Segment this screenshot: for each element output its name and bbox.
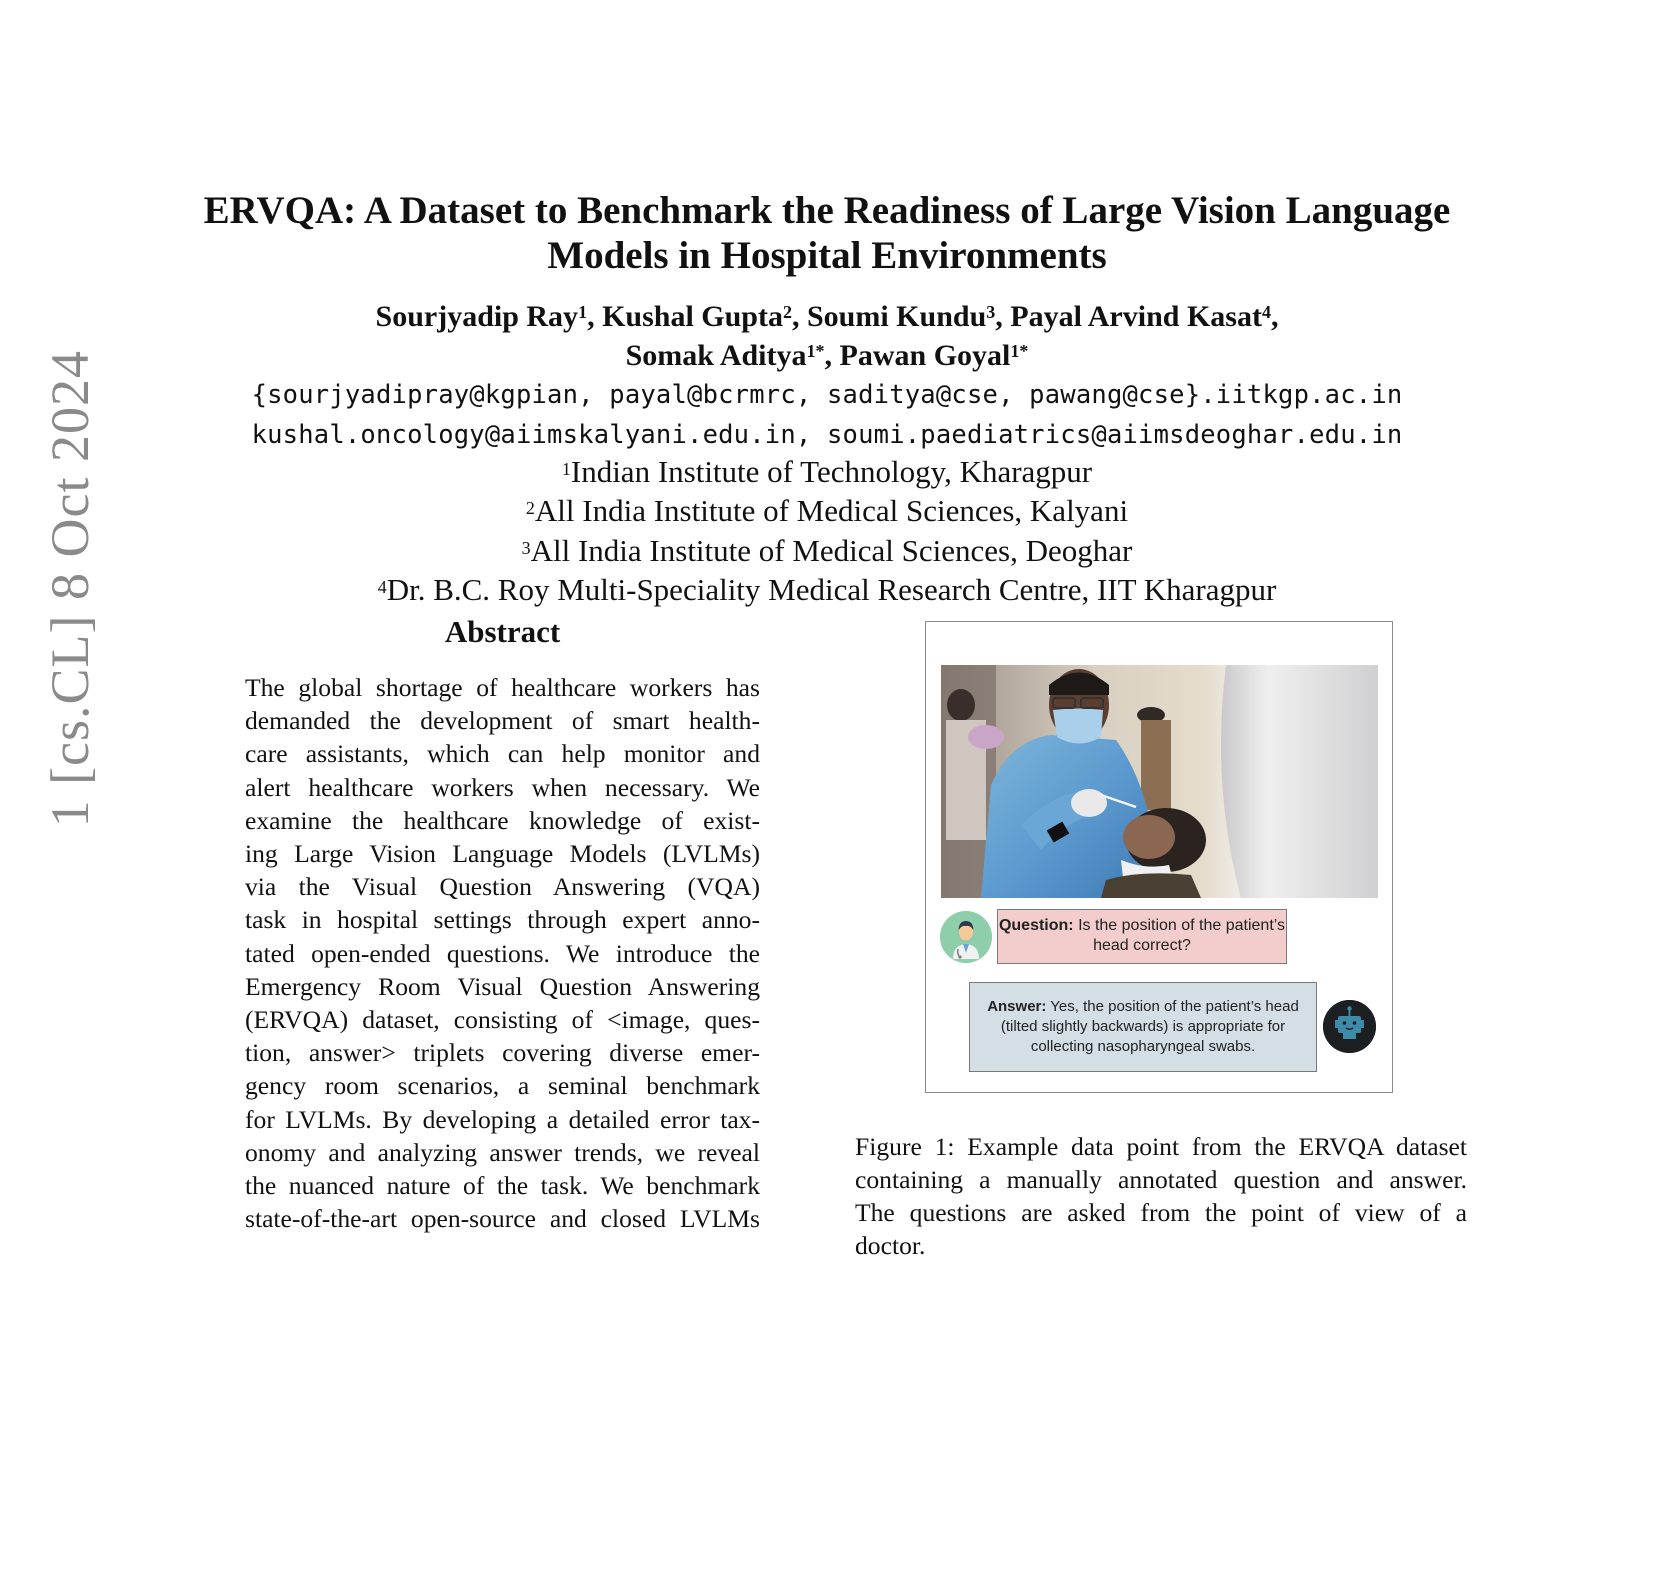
doctor-avatar-icon — [940, 911, 992, 963]
answer-text: Yes, the position of the patient’s head (tilted slightly backwards) is appropriate for collecting nasopharyngeal swabs. — [1000, 998, 1299, 1055]
author-affil-mark: 1 — [578, 302, 588, 322]
abstract-line: care assistants, which can help monitor and — [245, 739, 760, 769]
email-line: kushal.oncology@aiimskalyani.edu.in, soumi.paediatrics@aiimsdeoghar.edu.in — [251, 419, 1403, 450]
abstract-line: via the Visual Question Answering (VQA) — [245, 872, 760, 902]
affiliation-item — [0, 491, 1654, 530]
abstract-line: tion, answer> triplets covering diverse emer- — [245, 1038, 760, 1068]
caption-line: containing a manually annotated question and answer. — [855, 1165, 1467, 1194]
abstract-line: The global shortage of healthcare workers has — [245, 673, 760, 702]
author-affil-mark: 4 — [1261, 302, 1271, 322]
affil-name: All India Institute of Medical Sciences, Deoghar — [530, 532, 1133, 568]
caption-line: doctor. — [855, 1231, 926, 1260]
abstract-line: for LVLMs. By developing a detailed error tax- — [245, 1104, 760, 1134]
figure-photo-swab-test — [941, 665, 1378, 898]
title-line-1: ERVQA: A Dataset to Benchmark the Readiness of Large Vision Language — [203, 189, 1451, 232]
abstract-line: the nuanced nature of the task. We benchmark — [245, 1171, 760, 1201]
affiliation-item — [0, 570, 1654, 609]
affil-name: Indian Institute of Technology, Kharagpur — [570, 454, 1093, 489]
author-name: Sourjyadip Ray — [375, 300, 579, 333]
caption-line: Figure 1: Example data point from the ERVQA dataset — [855, 1132, 1467, 1161]
answer-bubble — [969, 982, 1317, 1072]
abstract-line: ing Large Vision Language Models (LVLMs) — [245, 839, 760, 869]
author-affil-mark: 3 — [986, 302, 996, 322]
abstract-line: gency room scenarios, a seminal benchmark — [245, 1071, 760, 1101]
abstract-line: onomy and analyzing answer trends, we reveal — [245, 1137, 760, 1167]
answer-label: Answer: — [987, 998, 1047, 1015]
photo-illustration — [941, 665, 1378, 898]
abstract-line: alert healthcare workers when necessary. We — [245, 772, 760, 802]
author-affil-mark: 1* — [1010, 341, 1029, 361]
abstract-line: Emergency Room Visual Question Answering — [245, 971, 760, 1001]
affil-mark: 1 — [561, 459, 571, 479]
caption-line: The questions are asked from the point of view of a — [855, 1198, 1467, 1227]
affil-mark: 4 — [377, 576, 387, 597]
author-affil-mark: 2 — [782, 302, 792, 322]
email-list — [0, 376, 1654, 455]
abstract-line: examine the healthcare knowledge of exist- — [245, 805, 760, 835]
email-line: {sourjyadipray@kgpian, payal@bcrmrc, saditya@cse, pawang@cse}.iitkgp.ac.in — [251, 380, 1403, 410]
robot-avatar-icon — [1323, 1000, 1376, 1053]
figure-1-caption — [855, 1130, 1467, 1262]
question-label: Question: — [998, 917, 1074, 934]
affil-name: Dr. B.C. Roy Multi-Speciality Medical Research Centre, IIT Kharagpur — [386, 571, 1277, 607]
abstract-body — [245, 671, 760, 1235]
affiliation-list — [0, 452, 1654, 609]
abstract-line: (ERVQA) dataset, consisting of <image, ques- — [245, 1005, 760, 1035]
abstract-line: tated open-ended questions. We introduce the — [245, 938, 760, 968]
author-list: Sourjyadip Ray$^1$, Kushal Gupta$^2$, Soumi Kundu$^3$, Payal Arvind Kasat$^4$, Somak Aditya$^{1*}$, Pawan Goyal$^{1*}$ — [375, 300, 1279, 372]
abstract-line: state-of-the-art open-source and closed LVLMs — [245, 1204, 760, 1234]
paper-title — [0, 188, 1654, 278]
author-affil-mark: 1* — [806, 341, 825, 361]
affiliation-item — [0, 531, 1654, 570]
affiliation-item — [0, 452, 1654, 491]
author-name: Pawan Goyal — [839, 339, 1011, 372]
author-name: Soumi Kundu — [806, 300, 987, 333]
abstract-line: task in hospital settings through expert anno- — [245, 905, 760, 935]
abstract-heading: Abstract — [444, 614, 561, 649]
affil-mark: 2 — [525, 498, 535, 519]
author-name: Kushal Gupta — [602, 300, 783, 333]
title-line-2: Models in Hospital Environments — [547, 234, 1107, 277]
abstract-line: demanded the development of smart health- — [245, 706, 760, 736]
question-text: Is the position of the patient’s head correct? — [1073, 917, 1286, 954]
author-name: Payal Arvind Kasat — [1010, 300, 1262, 333]
affil-name: All India Institute of Medical Sciences, Kalyani — [534, 493, 1129, 529]
author-name: Somak Aditya — [625, 339, 807, 372]
affil-mark: 3 — [521, 537, 531, 558]
question-bubble — [997, 909, 1287, 964]
arxiv-stamp: 1 [cs.CL] 8 Oct 2024 — [40, 350, 100, 828]
